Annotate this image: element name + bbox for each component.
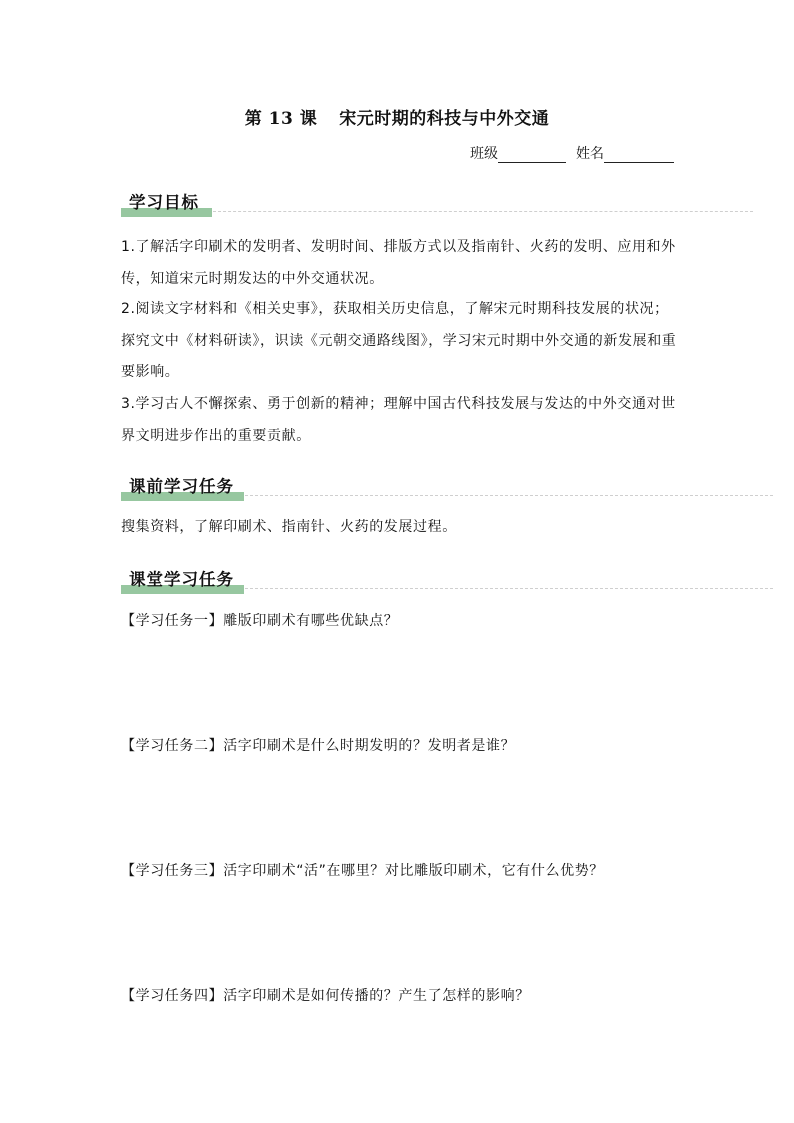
section-heading-label: 课前学习任务	[129, 477, 234, 496]
section-divider	[245, 495, 773, 496]
section-heading-label: 学习目标	[129, 193, 199, 212]
student-info	[470, 145, 674, 163]
section-divider	[245, 588, 773, 589]
section-heading-label: 课堂学习任务	[129, 570, 234, 589]
class-label: 班级	[470, 146, 498, 162]
lesson-name: 宋元时期的科技与中外交通	[339, 109, 550, 129]
section-heading-inclass	[121, 568, 234, 594]
objective-item-2: 2.阅读文字材料和《相关史事》，获取相关历史信息，了解宋元时期科技发展的状况；探究文中《材料研读》，识读《元朝交通路线图》，学习宋元时期中外交通的新发展和重要影响。	[121, 301, 677, 380]
learning-task-3: 【学习任务三】活字印刷术“活”在哪里？对比雕版印刷术，它有什么优势？	[121, 863, 604, 879]
objective-item-1: 1.了解活字印刷术的发明者、发明时间、排版方式以及指南针、火药的发明、应用和外传，知道宋元时期发达的中外交通状况。	[121, 239, 676, 287]
preclass-task-text: 搜集资料，了解印刷术、指南针、火药的发展过程。	[121, 519, 457, 535]
learning-task-1: 【学习任务一】雕版印刷术有哪些优缺点？	[121, 613, 399, 629]
learning-task-4: 【学习任务四】活字印刷术是如何传播的？产生了怎样的影响？	[121, 988, 530, 1004]
learning-task-2: 【学习任务二】活字印刷术是什么时期发明的？发明者是谁？	[121, 738, 516, 754]
name-blank[interactable]	[604, 148, 674, 163]
section-divider	[213, 211, 753, 212]
objective-item-3: 3.学习古人不懈探索、勇于创新的精神；理解中国古代科技发展与发达的中外交通对世界文明进步作出的重要贡献。	[121, 396, 676, 444]
lesson-number: 第 13 课	[244, 109, 318, 129]
section-heading-preclass	[121, 475, 234, 501]
class-blank[interactable]	[498, 148, 566, 163]
name-label: 姓名	[576, 146, 604, 162]
section-heading-objectives	[121, 191, 199, 217]
page-title	[0, 104, 794, 129]
